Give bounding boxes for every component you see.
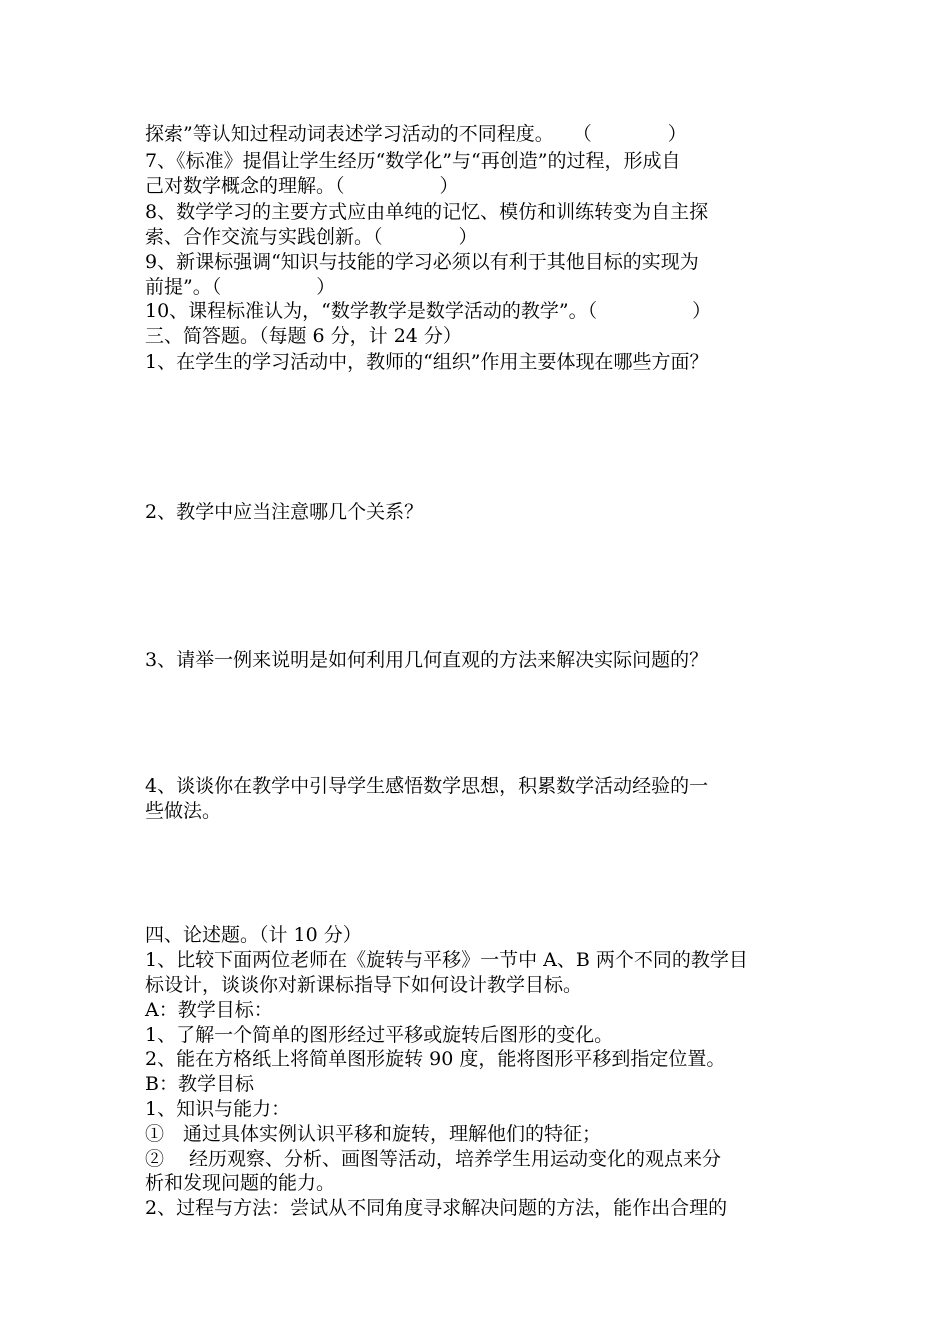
section4-heading: 四、论述题。（计 10 分） [145,924,362,946]
item7-line2: 己对数学概念的理解。（ ） [145,175,459,197]
short-answer-q3: 3、请举一例来说明是如何利用几何直观的方法来解决实际问题的？ [145,649,709,671]
item6-continuation: 探索”等认知过程动词表述学习活动的不同程度。 （ ） [145,123,687,145]
objective-b-item2: 2、过程与方法：尝试从不同角度寻求解决问题的方法，能作出合理的 [145,1197,728,1219]
item10: 10、课程标准认为，“数学教学是数学活动的教学”。（ ） [145,300,712,322]
objective-b-title: B：教学目标 [145,1073,254,1095]
item9-line2: 前提”。（ ） [145,276,336,298]
essay-q1-line1: 1、比较下面两位老师在《旋转与平移》一节中 A、B 两个不同的教学目 [145,949,748,971]
item8-line2: 索、合作交流与实践创新。（ ） [145,226,478,248]
short-answer-q4-line2: 些做法。 [145,800,222,822]
objective-a-title: A：教学目标： [145,999,273,1021]
objective-b-sub2-line2: 析和发现问题的能力。 [145,1172,336,1194]
item9-line1: 9、新课标强调“知识与技能的学习必须以有利于其他目标的实现为 [145,251,699,273]
section3-heading: 三、简答题。（每题 6 分，计 24 分） [145,325,462,347]
objective-a-item2: 2、能在方格纸上将简单图形旋转 90 度，能将图形平移到指定位置。 [145,1048,726,1070]
essay-q1-line2: 标设计，谈谈你对新课标指导下如何设计教学目标。 [145,974,583,996]
objective-b-sub1: ① 通过具体实例认识平移和旋转，理解他们的特征； [145,1123,602,1145]
objective-a-item1: 1、了解一个简单的图形经过平移或旋转后图形的变化。 [145,1024,614,1046]
item7-line1: 7、《标准》提倡让学生经历“数学化”与“再创造”的过程，形成自 [145,150,681,172]
objective-b-sub2-line1: ② 经历观察、分析、画图等活动，培养学生用运动变化的观点来分 [145,1148,722,1170]
short-answer-q1: 1、在学生的学习活动中，教师的“组织”作用主要体现在哪些方面？ [145,351,709,373]
item8-line1: 8、数学学习的主要方式应由单纯的记忆、模仿和训练转变为自主探 [145,201,709,223]
short-answer-q2: 2、教学中应当注意哪几个关系？ [145,501,424,523]
short-answer-q4-line1: 4、谈谈你在教学中引导学生感悟数学思想，积累数学活动经验的一 [145,775,709,797]
objective-b-item1: 1、知识与能力： [145,1098,291,1120]
